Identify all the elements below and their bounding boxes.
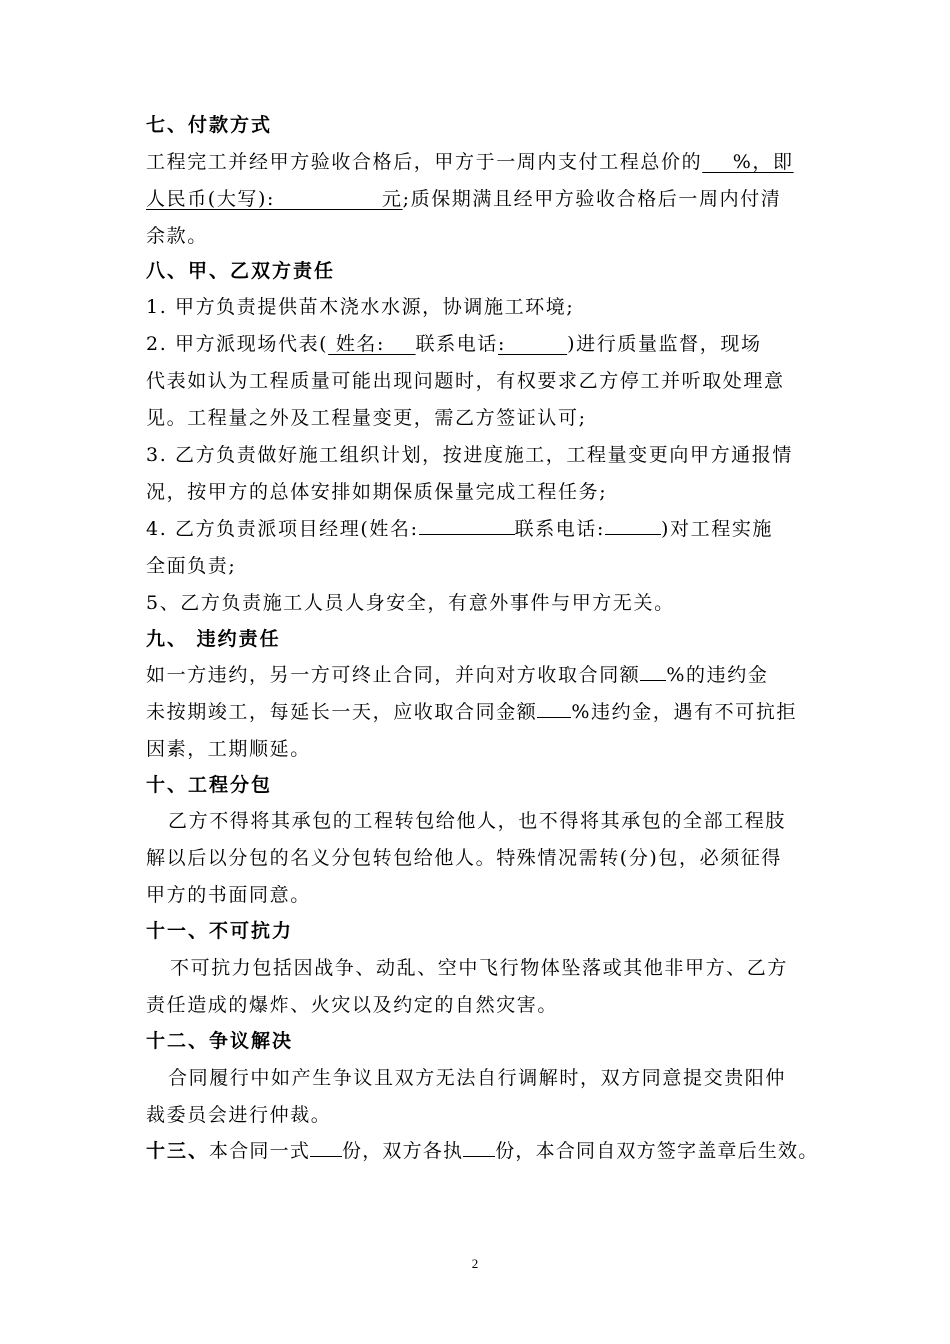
page-number: 2 [471,1256,479,1271]
section-13-line [146,1138,866,1164]
name-blank: 姓名: [328,333,416,355]
text: 如一方违约，另一方可终止合同，并向对方收取合同额 [146,664,641,686]
section-11-heading: 十一、不可抗力 [146,920,294,942]
section-8-item-2-line-3: 见。工程量之外及工程量变更，需乙方签证认可; [146,407,587,429]
phone-blank: : [498,333,568,355]
section-8-heading: 八、甲、乙双方责任 [146,260,336,282]
section-13-heading: 十三、 [146,1140,210,1162]
text: %的违约金 [666,664,769,686]
text: 联系电话: [514,518,605,540]
text: )对工程实施 [661,518,774,540]
section-8-item-2 [146,331,866,357]
section-8-item-5: 5、乙方负责施工人员人身安全，有意外事件与甲方无关。 [146,592,675,614]
section-8-item-1: 1. 甲方负责提供苗木浇水水源，协调施工环境; [146,296,575,318]
section-9-heading: 九、 违约责任 [146,628,281,650]
text: 联系电话 [415,333,498,355]
section-8-item-3-line-2: 况，按甲方的总体安排如期保质保量完成工程任务; [146,481,608,503]
manager-name-blank [419,516,515,535]
text: )进行质量监督，现场 [567,333,762,355]
section-9-line-2 [146,699,866,725]
section-7-heading: 七、付款方式 [146,114,273,136]
text: 本合同一式 [209,1140,311,1162]
copies-each-blank [463,1138,495,1157]
text: 工程完工并经甲方验收合格后，甲方于一周内支付工程总价的 [146,151,703,173]
text: %违约金，遇有不可抗拒 [571,701,798,723]
amount-blank: 人民币(大写): 元 [146,188,403,210]
section-11-line-1: 不可抗力包括因战争、动乱、空中飞行物体坠落或其他非甲方、乙方 [170,957,789,979]
text: 份，本合同自双方签字盖章后生效。 [495,1140,819,1162]
penalty-rate-blank [640,662,666,681]
section-8-item-4-line-2: 全面负责; [146,555,237,577]
section-10-line-1: 乙方不得将其承包的工程转包给他人，也不得将其承包的全部工程肢 [168,810,787,832]
section-12-heading: 十二、争议解决 [146,1030,294,1052]
section-8-item-3: 3. 乙方负责做好施工组织计划，按进度施工，工程量变更向甲方通报情 [146,444,793,466]
text: 2. 甲方派现场代表( [146,333,329,355]
section-10-line-2: 解以后以分包的名义分包转包给他人。特殊情况需转(分)包，必须征得 [146,847,783,869]
section-7-line-2 [146,186,866,212]
section-10-heading: 十、工程分包 [146,774,273,796]
section-10-line-3: 甲方的书面同意。 [146,884,311,906]
section-11-line-2: 责任造成的爆炸、火灾以及约定的自然灾害。 [146,994,559,1016]
text: 4. 乙方负责派项目经理(姓名: [146,518,419,540]
text: ;质保期满且经甲方验收合格后一周内付清 [402,188,782,210]
section-9-line-1 [146,662,866,688]
section-12-line-2: 裁委员会进行仲裁。 [146,1104,332,1126]
section-7-line-1 [146,149,866,175]
delay-rate-blank [537,699,571,718]
section-8-item-2-line-2: 代表如认为工程质量可能出现问题时，有权要求乙方停工并听取处理意 [146,370,785,392]
percent-blank: %，即 [702,151,794,173]
section-9-line-3: 因素，工期顺延。 [146,738,311,760]
section-12-line-1: 合同履行中如产生争议且双方无法自行调解时，双方同意提交贵阳仲 [168,1067,787,1089]
section-8-item-4 [146,516,866,542]
manager-phone-blank [605,516,661,535]
text: 份，双方各执 [342,1140,464,1162]
copies-total-blank [310,1138,342,1157]
section-7-line-3: 余款。 [146,225,208,247]
text: 未按期竣工，每延长一天，应收取合同金额 [146,701,538,723]
